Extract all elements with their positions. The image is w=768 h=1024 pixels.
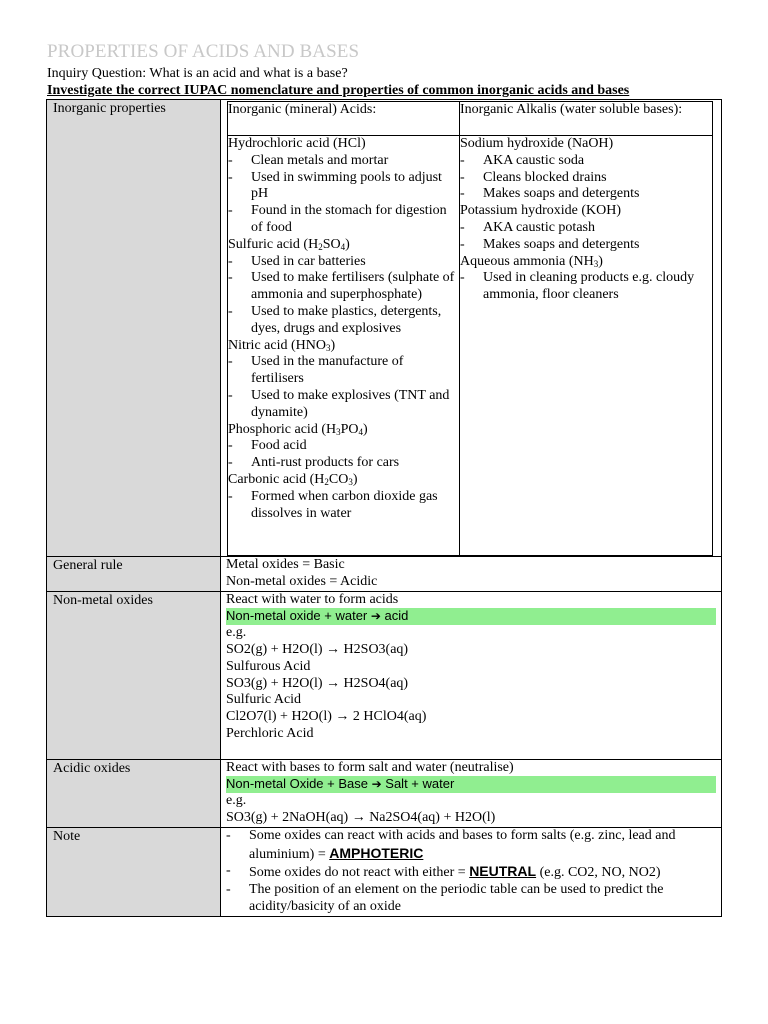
alkalis-list — [460, 136, 713, 556]
row-general-rule — [47, 557, 722, 592]
acidic-oxides-content — [221, 759, 722, 827]
row-label: Non-metal oxides — [53, 592, 153, 608]
acid-name: Hydrochloric acid (HCl) — [228, 136, 366, 151]
acids-alkalis-table — [227, 101, 713, 556]
text-line: React with bases to form salt and water (neutralise) — [226, 759, 514, 775]
row-label: Note — [53, 828, 81, 844]
list-item: - The position of an element on the periodic table can be used to predict the acidity/basicity of an oxide — [226, 882, 664, 914]
acid-name: Nitric acid $(HNO_3)$ — [228, 337, 336, 353]
alkali-name: Aqueous ammonia $(NH_3)$ — [460, 253, 603, 269]
text-line: e.g. — [226, 625, 247, 641]
list-item: - Cleans blocked drains — [460, 169, 607, 185]
list-item: - Some oxides do not react with either = NEUTRAL (e.g. CO2, NO, NO2) — [226, 863, 661, 881]
acids-header: Inorganic (mineral) Acids: — [228, 102, 460, 136]
list-item: - Used in cleaning products e.g. cloudy ammonia, floor cleaners — [460, 270, 695, 303]
amphoteric-term: AMPHOTERIC — [329, 844, 424, 861]
list-item: - Clean metals and mortar — [228, 152, 389, 168]
label-non-metal-oxides — [47, 591, 221, 759]
list-item: - Used to make explosives (TNT and dynamite) — [228, 387, 450, 420]
text-line: Non-metal oxides = Acidic — [226, 573, 378, 589]
highlighted-equation: Non-metal oxide + water ➔ acid — [226, 608, 716, 625]
text-line: Cl2O7(l) + H2O(l) → 2 HClO4(aq) — [226, 709, 427, 725]
page-title: PROPERTIES OF ACIDS AND BASES — [47, 41, 360, 62]
neutral-term: NEUTRAL — [469, 863, 537, 880]
acid-name: Carbonic acid $(H_2CO_3)$ — [228, 471, 358, 487]
row-non-metal-oxides — [47, 591, 722, 759]
nested-header-row — [228, 102, 713, 136]
text-line: e.g. — [226, 793, 247, 809]
text-line: Sulfurous Acid — [226, 658, 311, 674]
non-metal-oxides-content — [221, 591, 722, 759]
list-item: - Used to make fertilisers (sulphate of ammonia and superphosphate) — [228, 270, 455, 303]
text-line: React with water to form acids — [226, 591, 399, 607]
arrow-icon: ➔ — [371, 777, 382, 792]
properties-table — [46, 99, 722, 917]
acids-list — [228, 136, 460, 556]
list-item: - AKA caustic soda — [460, 152, 585, 168]
list-item: - Used in swimming pools to adjust pH — [228, 169, 442, 202]
row-note — [47, 827, 722, 916]
row-inorganic-properties — [47, 100, 722, 557]
alkalis-header: Inorganic Alkalis (water soluble bases): — [460, 102, 713, 136]
list-item: - Used in the manufacture of fertilisers — [228, 354, 404, 387]
label-inorganic-properties — [47, 100, 221, 557]
row-acidic-oxides — [47, 759, 722, 827]
list-item: - Food acid — [228, 438, 307, 454]
row-label: Acidic oxides — [53, 760, 131, 776]
text-line: SO3(g) + 2NaOH(aq) → Na2SO4(aq) + H2O(l) — [226, 809, 496, 825]
list-item: - Makes soaps and detergents — [460, 236, 640, 252]
label-note — [47, 827, 221, 916]
text-line: Perchloric Acid — [226, 725, 314, 741]
general-rule-content — [221, 557, 722, 592]
list-item: - Anti-rust products for cars — [228, 455, 400, 471]
acid-name: Phosphoric acid $(H_3PO_4)$ — [228, 421, 368, 437]
list-item: - Used in car batteries — [228, 253, 366, 269]
acid-name: Sulfuric acid $(H_2SO_4)$ — [228, 236, 350, 252]
text-line: Metal oxides = Basic — [226, 557, 345, 572]
row-label: Inorganic properties — [53, 101, 166, 116]
nested-content-row — [228, 136, 713, 556]
list-item: - Formed when carbon dioxide gas dissolves in water — [228, 488, 438, 521]
label-general-rule — [47, 557, 221, 592]
highlighted-equation: Non-metal Oxide + Base ➔ Salt + water — [226, 776, 716, 793]
note-content — [221, 827, 722, 916]
investigate-heading: Investigate the correct IUPAC nomenclature and properties of common inorganic acids and bases — [47, 83, 630, 98]
list-item: - Used to make plastics, detergents, dyes, drugs and explosives — [228, 303, 442, 336]
alkali-name: Potassium hydroxide (KOH) — [460, 203, 621, 219]
list-item: - AKA caustic potash — [460, 219, 595, 235]
list-item: - Some oxides can react with acids and bases to form salts (e.g. zinc, lead and aluminium) = AMPHOTERIC — [226, 827, 676, 862]
inorganic-content — [221, 100, 722, 557]
label-acidic-oxides — [47, 759, 221, 827]
text-line: Sulfuric Acid — [226, 692, 302, 708]
alkali-name: Sodium hydroxide (NaOH) — [460, 136, 614, 151]
text-line: SO2(g) + H2O(l) → H2SO3(aq) — [226, 641, 409, 657]
list-item: - Makes soaps and detergents — [460, 186, 640, 202]
list-item: - Found in the stomach for digestion of food — [228, 203, 447, 235]
text-line: SO3(g) + H2O(l) → H2SO4(aq) — [226, 675, 409, 691]
inquiry-question: Inquiry Question: What is an acid and what is a base? — [47, 66, 348, 81]
row-label: General rule — [53, 558, 123, 573]
arrow-icon: ➔ — [370, 609, 381, 624]
